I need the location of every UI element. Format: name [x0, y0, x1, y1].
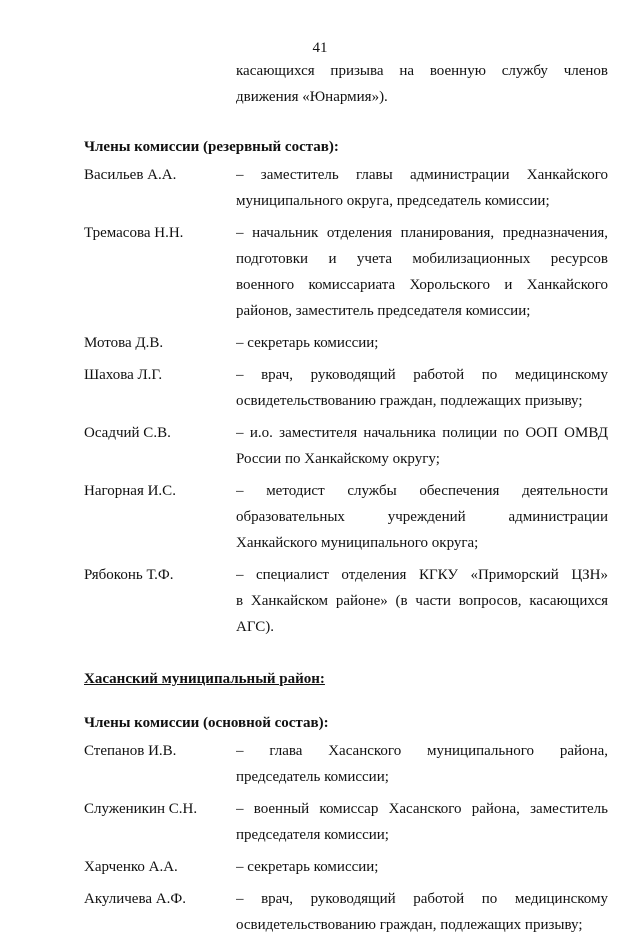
member-name: Мотова Д.В.	[84, 335, 164, 351]
page-number: 41	[312, 40, 328, 56]
role-line: освидетельствованию граждан, подлежащих призыву;	[236, 393, 583, 409]
role-line: районов, заместитель председателя комиссии;	[236, 303, 531, 319]
member-name: Степанов И.В.	[84, 743, 177, 759]
role-line: подготовки и учета мобилизационных ресурсов	[236, 251, 608, 267]
section-heading-reserve: Члены комиссии (резервный состав):	[84, 139, 339, 155]
role-line: Ханкайского муниципального округа;	[236, 535, 479, 551]
member-entry	[84, 362, 608, 414]
member-role	[236, 796, 608, 848]
role-line: – секретарь комиссии;	[236, 335, 379, 351]
district-heading: Хасанский муниципальный район:	[84, 671, 325, 687]
member-role	[236, 854, 608, 880]
member-entry	[84, 886, 608, 938]
member-role	[236, 162, 608, 214]
member-name: Служеникин С.Н.	[84, 801, 198, 817]
role-line: председателя комиссии;	[236, 827, 389, 843]
member-role	[236, 362, 608, 414]
member-entry	[84, 796, 608, 848]
member-entry	[84, 854, 608, 880]
role-line: в Ханкайском районе» (в части вопросов, касающихся	[236, 593, 608, 609]
member-entry	[84, 478, 608, 556]
member-role	[236, 562, 608, 640]
member-list-main	[84, 738, 608, 938]
role-line: России по Ханкайскому округу;	[236, 451, 440, 467]
member-list-reserve	[84, 162, 608, 640]
section-heading-main: Члены комиссии (основной состав):	[84, 715, 329, 731]
member-name: Рябоконь Т.Ф.	[84, 567, 174, 583]
member-role	[236, 330, 608, 356]
member-role	[236, 886, 608, 938]
member-entry	[84, 738, 608, 790]
member-role	[236, 738, 608, 790]
role-line: – военный комиссар Хасанского района, заместитель	[236, 801, 608, 817]
role-line: – секретарь комиссии;	[236, 859, 379, 875]
role-line: муниципального округа, председатель комиссии;	[236, 193, 550, 209]
role-line: – специалист отделения КГКУ «Приморский ЦЗН»	[236, 567, 608, 583]
role-line: военного комиссариата Хорольского и Ханкайского	[236, 277, 608, 293]
role-line: – методист службы обеспечения деятельности	[236, 483, 608, 499]
member-name: Акуличева А.Ф.	[84, 891, 186, 907]
member-role	[236, 420, 608, 472]
intro-continuation	[236, 58, 608, 110]
role-line: – глава Хасанского муниципального района,	[236, 743, 608, 759]
role-line: АГС).	[236, 619, 275, 635]
role-line: – врач, руководящий работой по медицинскому	[236, 891, 608, 907]
member-role	[236, 220, 608, 324]
member-name: Васильев А.А.	[84, 167, 177, 183]
member-name: Шахова Л.Г.	[84, 367, 163, 383]
member-entry	[84, 162, 608, 214]
member-name: Харченко А.А.	[84, 859, 178, 875]
role-line: – и.о. заместителя начальника полиции по ООП ОМВД	[236, 425, 608, 441]
member-name: Тремасова Н.Н.	[84, 225, 184, 241]
role-line: председатель комиссии;	[236, 769, 389, 785]
role-line: освидетельствованию граждан, подлежащих призыву;	[236, 917, 583, 933]
member-entry	[84, 420, 608, 472]
role-line: – врач, руководящий работой по медицинскому	[236, 367, 608, 383]
member-name: Осадчий С.В.	[84, 425, 171, 441]
member-role	[236, 478, 608, 556]
role-line: – начальник отделения планирования, предназначения,	[236, 225, 608, 241]
member-name: Нагорная И.С.	[84, 483, 176, 499]
role-line: – заместитель главы администрации Ханкайского	[236, 167, 608, 183]
intro-line: касающихся призыва на военную службу членов	[236, 63, 608, 79]
intro-line: движения «Юнармия»).	[236, 89, 388, 105]
role-line: образовательных учреждений администрации	[236, 509, 608, 525]
member-entry	[84, 330, 608, 356]
member-entry	[84, 562, 608, 640]
member-entry	[84, 220, 608, 324]
document-body	[84, 58, 608, 938]
